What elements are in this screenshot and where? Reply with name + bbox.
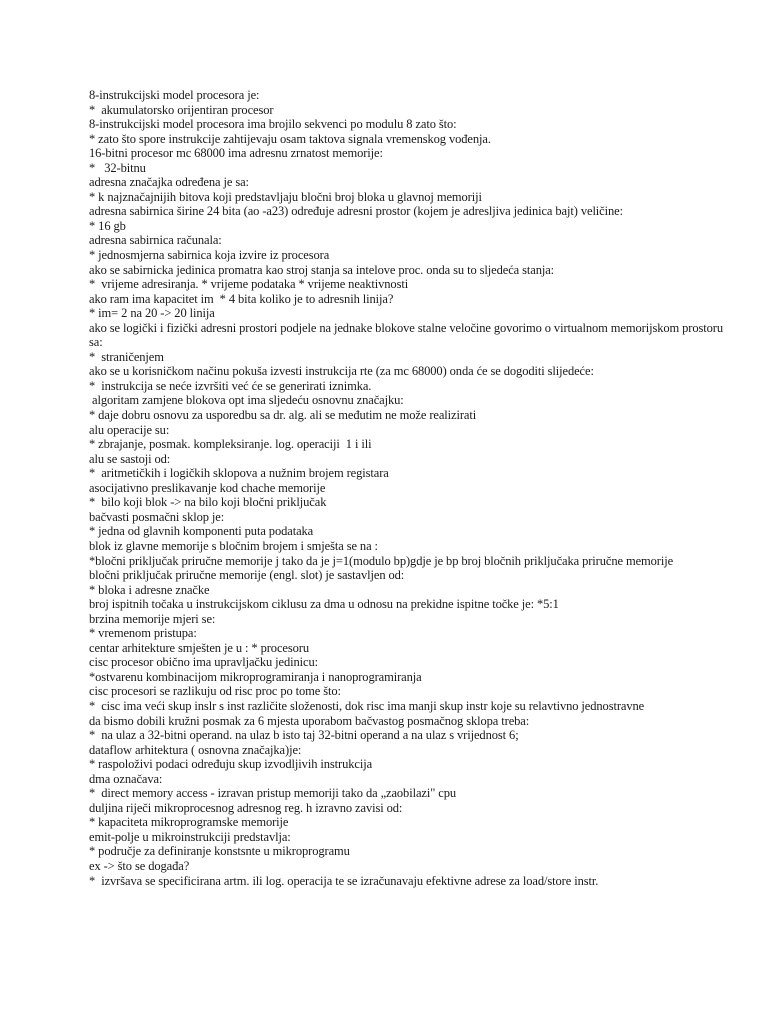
- text-line: * direct memory access - izravan pristup memoriji tako da „zaobilazi" cpu: [89, 786, 457, 801]
- text-line: * cisc ima veći skup inslr s inst različite složenosti, dok risc ima manji skup instr koje su relavtivno jednostravne: [89, 698, 645, 713]
- text-line: alu se sastoji od:: [89, 451, 171, 466]
- text-line: adresna značajka određena je sa:: [89, 175, 249, 190]
- text-line: * vrijeme adresiranja. * vrijeme podataka * vrijeme neaktivnosti: [89, 277, 409, 292]
- document-text: [89, 88, 729, 888]
- text-line: * raspoloživi podaci određuju skup izvodljivih instrukcija: [89, 757, 373, 772]
- text-line: cisc procesori se razlikuju od risc proc po tome što:: [89, 684, 341, 699]
- text-line: asocijativno preslikavanje kod chache memorije: [89, 480, 326, 495]
- text-line: * straničenjem: [89, 349, 164, 364]
- text-line: blok iz glavne memorije s bločnim brojem i smješta se na :: [89, 538, 378, 553]
- text-line: * područje za definiranje konstsnte u mikroprogramu: [89, 844, 350, 859]
- text-line: * zato što spore instrukcije zahtijevaju osam taktova signala vremenskog vođenja.: [89, 131, 491, 146]
- text-line: alu operacije su:: [89, 422, 170, 437]
- text-line: bačvasti posmačni sklop je:: [89, 509, 225, 524]
- text-line: *bločni priključak priručne memorije j tako da je j=1(modulo bp)gdje je bp broj bločnih priključaka priručne memorije: [89, 553, 674, 568]
- text-line: emit-polje u mikroinstrukciji predstavlja:: [89, 829, 291, 844]
- text-line: * daje dobru osnovu za usporedbu sa dr. alg. ali se međutim ne može realizirati: [89, 408, 477, 423]
- text-line: * bilo koji blok -> na bilo koji bločni priključak: [89, 495, 327, 510]
- text-line: 8-instrukcijski model procesora ima brojilo sekvenci po modulu 8 zato što:: [89, 117, 457, 132]
- text-line: ako ram ima kapacitet im * 4 bita koliko je to adresnih linija?: [89, 291, 394, 306]
- text-line: dma označava:: [89, 771, 163, 786]
- text-line: bločni priključak priručne memorije (engl. slot) je sastavljen od:: [89, 568, 405, 583]
- text-line: * vremenom pristupa:: [89, 626, 197, 641]
- text-line: ex -> što se događa?: [89, 858, 190, 873]
- text-line: duljina riječi mikroprocesnog adresnog reg. h izravno zavisi od:: [89, 800, 403, 815]
- text-line: centar arhitekture smješten je u : * procesoru: [89, 640, 309, 655]
- text-line: 16-bitni procesor mc 68000 ima adresnu zrnatost memorije:: [89, 146, 383, 161]
- text-line: * bloka i adresne značke: [89, 582, 210, 597]
- text-line: * jednosmjerna sabirnica koja izvire iz procesora: [89, 248, 330, 263]
- text-line: * na ulaz a 32-bitni operand. na ulaz b isto taj 32-bitni operand a na ulaz s vrijednost 6;: [89, 728, 519, 743]
- text-line: cisc procesor obično ima upravljačku jedinicu:: [89, 655, 319, 670]
- text-line: broj ispitnih točaka u instrukcijskom ciklusu za dma u odnosu na prekidne ispitne točke je: *5:1: [89, 597, 559, 612]
- text-line: * 16 gb: [89, 218, 126, 233]
- text-line: * instrukcija se neće izvršiti već će se generirati iznimka.: [89, 378, 372, 393]
- text-line: *ostvarenu kombinacijom mikroprogramiranja i nanoprogramiranja: [89, 669, 422, 684]
- text-line: ako se logički i fizički adresni prostori podjele na jednake blokove stalne veločine govorimo o virtualnom memorijskom prostoru sa:: [89, 320, 727, 350]
- text-line: * im= 2 na 20 -> 20 linija: [89, 306, 215, 321]
- text-line: 8-instrukcijski model procesora je:: [89, 88, 260, 102]
- text-line: ako se sabirnicka jedinica promatra kao stroj stanja sa intelove proc. onda su to sljedeća stanja:: [89, 262, 555, 277]
- text-line: * zbrajanje, posmak. kompleksiranje. log. operaciji 1 i ili: [89, 437, 372, 452]
- text-line: adresna sabirnica računala:: [89, 233, 222, 248]
- text-line: brzina memorije mjeri se:: [89, 611, 216, 626]
- text-line: dataflow arhitektura ( osnovna značajka)je:: [89, 742, 302, 757]
- text-line: ako se u korisničkom načinu pokuša izvesti instrukcija rte (za mc 68000) onda će se dogoditi slijedeće:: [89, 364, 594, 379]
- text-line: * k najznačajnijih bitova koji predstavljaju bločni broj bloka u glavnoj memoriji: [89, 189, 482, 204]
- text-line: * aritmetičkih i logičkih sklopova a nužnim brojem registara: [89, 466, 389, 481]
- text-line: * jedna od glavnih komponenti puta podataka: [89, 524, 314, 539]
- text-line: * 32-bitnu: [89, 160, 146, 175]
- text-line: algoritam zamjene blokova opt ima sljedeću osnovnu značajku:: [89, 393, 404, 408]
- text-line: adresna sabirnica širine 24 bita (ao -a23) određuje adresni prostor (kojem je adresljiva jedinica bajt) veličine:: [89, 204, 623, 219]
- text-line: * izvršava se specificirana artm. ili log. operacija te se izračunavaju efektivne adrese za load/store instr.: [89, 873, 599, 888]
- text-line: * kapaciteta mikroprogramske memorije: [89, 815, 289, 830]
- text-line: * akumulatorsko orijentiran procesor: [89, 102, 274, 117]
- text-line: da bismo dobili kružni posmak za 6 mjesta uporabom bačvastog posmačnog sklopa treba:: [89, 713, 530, 728]
